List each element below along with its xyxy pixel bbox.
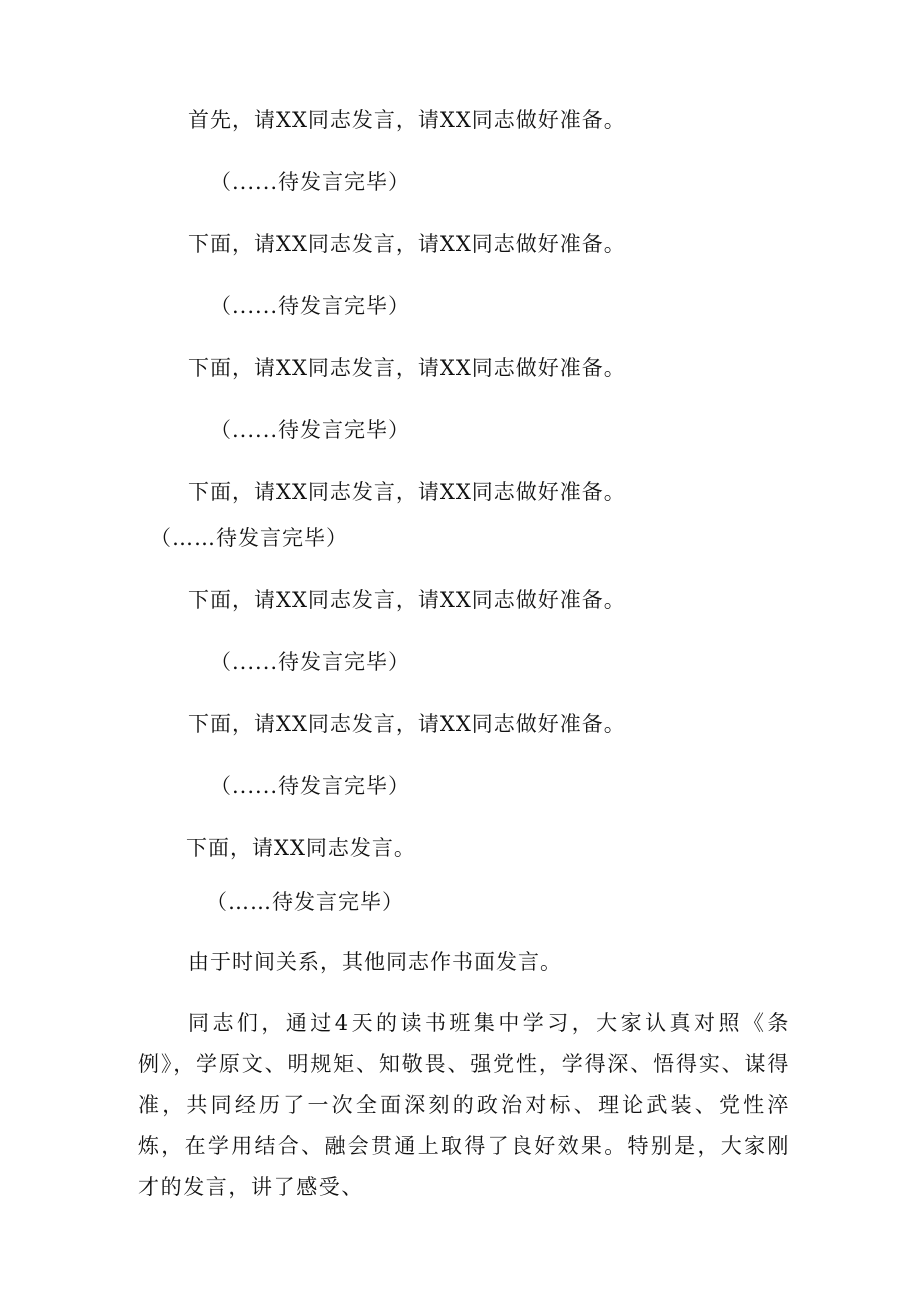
speaker-call-line: 下面，请XX同志发言，请XX同志做好准备。	[188, 356, 626, 380]
wait-note: （……待发言完毕）	[150, 526, 348, 550]
wait-note: （......待发言完毕）	[210, 650, 411, 674]
speaker-call-line: 下面，请XX同志发言，请XX同志做好准备。	[188, 480, 626, 504]
wait-note: （......待发言完毕）	[210, 418, 411, 442]
speaker-call-line: 下面，请XX同志发言，请XX同志做好准备。	[188, 712, 626, 736]
speaker-call-line: 下面，请XX同志发言，请XX同志做好准备。	[188, 588, 626, 612]
wait-note: （……待发言完毕）	[206, 890, 404, 914]
closing-paragraph: 同志们，通过4天的读书班集中学习，大家认真对照《条例》，学原文、明规矩、知敬畏、强党性，学得深、悟得实、谋得准，共同经历了一次全面深刻的政治对标、理论武装、党性淬炼，在学用结合、融会贯通上取得了良好效果。特别是，大家刚才的发言，讲了感受、	[138, 1011, 790, 1199]
wait-note: （......待发言完毕）	[210, 170, 411, 194]
wait-note: （......待发言完毕）	[210, 774, 411, 798]
speaker-call-line: 首先，请XX同志发言，请XX同志做好准备。	[188, 108, 626, 132]
speaker-call-line: 下面，请XX同志发言。	[186, 836, 416, 860]
wait-note: （......待发言完毕）	[210, 294, 411, 318]
time-note-line: 由于时间关系，其他同志作书面发言。	[188, 950, 562, 974]
speaker-call-line: 下面，请XX同志发言，请XX同志做好准备。	[188, 232, 626, 256]
